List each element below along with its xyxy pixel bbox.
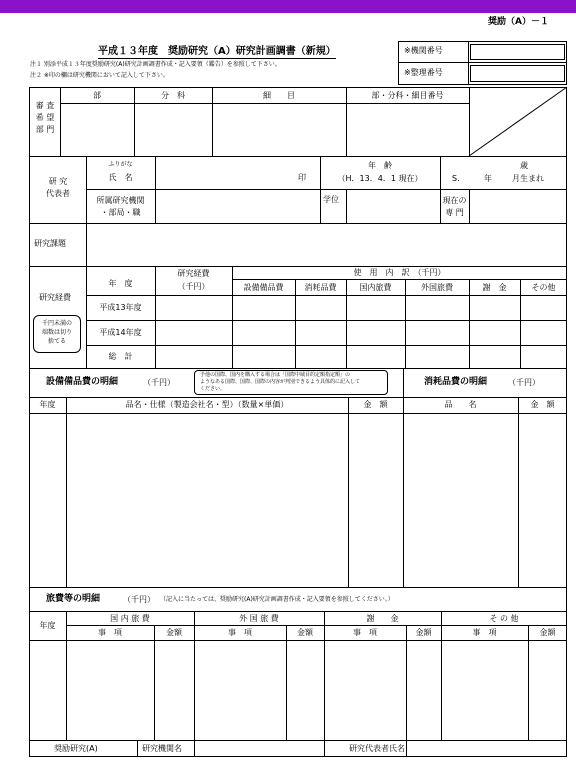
seal-label: 印: [298, 173, 306, 182]
org-number-label: ※機関番号: [404, 46, 443, 55]
review-col-number: 部・分科・細目番号: [371, 91, 444, 100]
travel-group-honorarium: 謝 金: [366, 614, 399, 623]
consumables-col-item: 品 名: [444, 400, 477, 409]
name-label: 氏 名: [108, 173, 133, 182]
budget-col-total-a: 研究経費: [177, 269, 210, 278]
birth-year: 年: [484, 174, 492, 183]
age-label: 年 齢: [368, 161, 392, 170]
degree-label: 学位: [323, 195, 339, 204]
equipment-col-year: 年度: [39, 400, 56, 409]
travel-group-domestic: 国 内 旅 費: [110, 614, 150, 623]
major-label: 現在の 専 門: [442, 196, 467, 217]
affiliation-label: 所属研究機関 ・部局・職: [96, 196, 145, 217]
travel-title: 旅費等の明細: [46, 594, 101, 604]
footer-program: 奨励研究(A): [54, 744, 98, 753]
consumables-unit: （千円）: [508, 378, 540, 387]
budget-row-label: 研究経費: [39, 293, 71, 302]
usage-col-foreign-travel: 外国旅費: [421, 283, 453, 292]
budget-row-fy13: 平成13年度: [99, 303, 142, 312]
usage-col-domestic-travel: 国内旅費: [359, 283, 392, 292]
travel-sub-item-3: 事 項: [353, 628, 377, 637]
birth-month: 月生まれ: [512, 174, 544, 183]
usage-header: 使 用 内 訳 （千円）: [353, 268, 446, 277]
travel-unit: （千円）: [123, 595, 155, 604]
usage-col-honorarium: 謝 金: [482, 283, 507, 292]
note-2: 注２ ※印の欄は研究機関において記入して下さい。: [30, 72, 169, 79]
budget-row-total: 総 計: [108, 352, 133, 361]
furigana-label: ふりがな: [108, 161, 133, 168]
age-basis: （H．13．4．1 現在）: [337, 174, 423, 183]
travel-sub-item-2: 事 項: [228, 628, 252, 637]
usage-col-other: その他: [531, 283, 556, 292]
travel-col-year: 年度: [39, 621, 56, 630]
form-code: 奨励（A）－１: [488, 17, 549, 27]
equipment-col-item: 品名・仕様（製造会社名・型）（数量×単価）: [125, 400, 289, 409]
budget-note: 千円未満の 端数は切り 捨てる: [41, 320, 72, 345]
equipment-col-amount: 金 額: [363, 400, 388, 409]
age-unit: 歳: [520, 161, 528, 170]
travel-sub-item-4: 事 項: [472, 628, 497, 637]
travel-sub-amount-1: 金額: [166, 628, 182, 637]
consumables-title: 消耗品費の明細: [424, 377, 488, 387]
budget-col-total-b: （千円）: [177, 282, 210, 291]
note-1: 注１ 別添平成１３年度奨励研究(A)研究計画調書作成・記入要領（鑑告）を参照して下さい。: [30, 61, 281, 68]
review-row-label: 審 査 希 望 部 門: [35, 101, 55, 134]
equipment-unit: （千円）: [143, 378, 175, 387]
usage-col-consumables: 消耗品費: [304, 283, 337, 292]
travel-sub-amount-3: 金額: [415, 628, 432, 637]
consumables-col-amount: 金 額: [530, 400, 555, 409]
travel-group-foreign: 外 国 旅 費: [239, 614, 279, 623]
review-col-bu: 部: [93, 91, 101, 100]
travel-note: （記入に当たっては、奨励研究(A)研究計画調書作成・記入要領を参照してください。）: [160, 596, 394, 603]
travel-group-other: そ の 他: [489, 614, 519, 623]
footer-rep-name-label: 研究代表者氏名: [349, 744, 405, 753]
equipment-note: 予他の国際、国内を購入する場合は「国際中域目的定額指定額」の ようなある国際、国際、国際の内容が判別できるよう具体的に記入して ください。: [200, 372, 361, 392]
travel-sub-amount-4: 金額: [539, 628, 556, 637]
project-label: 研究課題: [34, 239, 66, 248]
document-title: 平成１３年度 奨励研究（A）研究計画調書（新規）: [98, 46, 336, 57]
review-col-saimoku: 細 目: [263, 91, 295, 100]
travel-sub-item-1: 事 項: [98, 628, 122, 637]
budget-row-fy14: 平成14年度: [99, 328, 142, 337]
representative-row-label: 研 究 代表者: [46, 177, 70, 198]
equipment-title: 設備備品費の明細: [46, 377, 119, 387]
review-col-bunka: 分 科: [161, 91, 185, 100]
usage-col-equipment: 設備備品費: [243, 283, 284, 292]
travel-sub-amount-2: 金額: [297, 628, 313, 637]
footer-institution-label: 研究機関名: [142, 744, 182, 753]
ref-number-label: ※整理番号: [404, 68, 443, 77]
budget-col-year: 年 度: [108, 279, 133, 288]
birth-era: S.: [452, 174, 460, 183]
